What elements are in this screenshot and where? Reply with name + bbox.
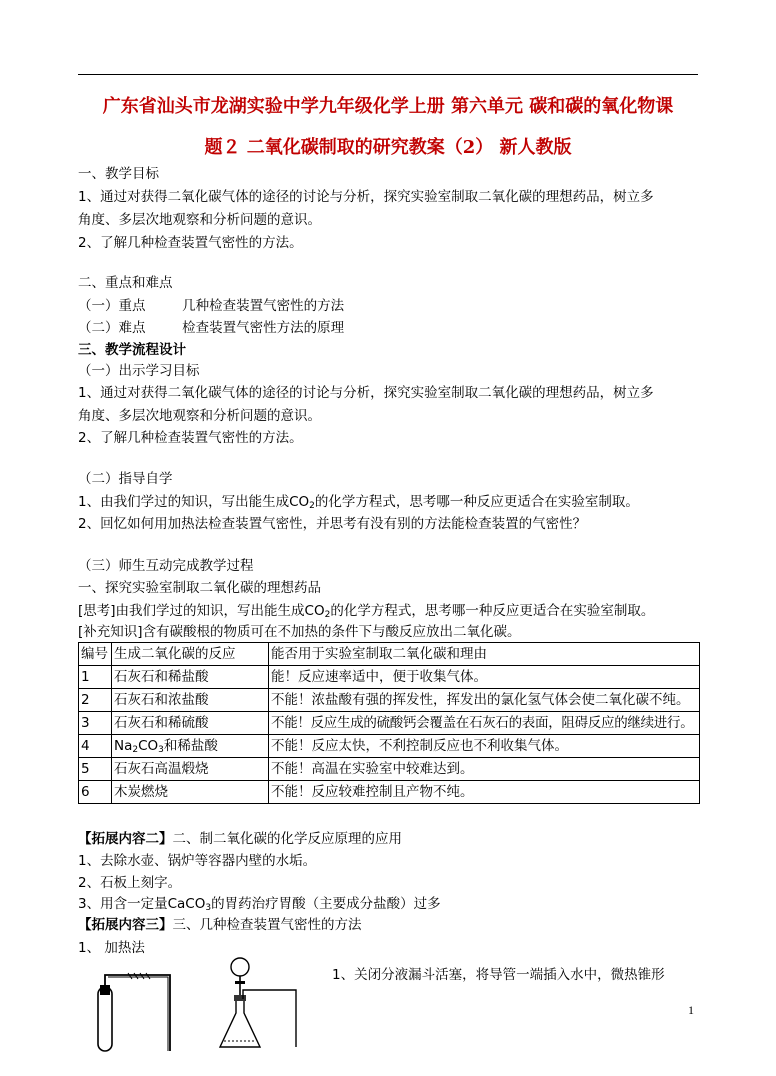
table-cell bbox=[112, 735, 269, 758]
table-row bbox=[79, 781, 700, 804]
table-row bbox=[79, 712, 700, 735]
table-cell: 石灰石和稀盐酸 bbox=[112, 666, 269, 689]
sub2-item2: 2、回忆如何用加热法检查装置气密性，并思考有没有别的方法能检查装置的气密性？ bbox=[78, 516, 587, 532]
table-cell: 石灰石和稀硫酸 bbox=[112, 712, 269, 735]
section3-heading: 三、教学流程设计 bbox=[78, 342, 186, 358]
table-row bbox=[79, 758, 700, 781]
sub1-item2: 2、了解几种检查装置气密性的方法。 bbox=[78, 430, 303, 446]
table-cell: 不能！反应较难控制且产物不纯。 bbox=[269, 781, 700, 804]
key-point-label: （一）重点 bbox=[78, 298, 146, 314]
section1-item1-line1: 1、通过对获得二氧化碳气体的途径的讨论与分析，探究实验室制取二氧化碳的理想药品，树立多 bbox=[78, 189, 654, 205]
table-cell: 不能！反应生成的硫酸钙会覆盖在石灰石的表面，阻碍反应的继续进行。 bbox=[269, 712, 700, 735]
table-row bbox=[79, 689, 700, 712]
sub1-item1-line2: 角度、多层次地观察和分析问题的意识。 bbox=[78, 408, 321, 424]
page-number: 1 bbox=[688, 1003, 694, 1017]
sub1-item1-line1: 1、通过对获得二氧化碳气体的途径的讨论与分析，探究实验室制取二氧化碳的理想药品，树立多 bbox=[78, 385, 654, 401]
table-cell: 4 bbox=[79, 735, 112, 758]
section1-item1-line2: 角度、多层次地观察和分析问题的意识。 bbox=[78, 212, 321, 228]
table-cell: 6 bbox=[79, 781, 112, 804]
table-cell: 1 bbox=[79, 666, 112, 689]
sub3-heading: （三）师生互动完成教学过程 bbox=[78, 558, 254, 574]
table-cell: 能！反应速率适中，便于收集气体。 bbox=[269, 666, 700, 689]
test-tube-apparatus-icon bbox=[88, 965, 188, 1055]
difficulty-label: （二）难点 bbox=[78, 320, 146, 336]
expand2-heading bbox=[78, 830, 402, 848]
sub2-item1-text-b: 的化学方程式，思考哪一种反应更适合在实验室制取。 bbox=[314, 494, 639, 510]
table-cell: 5 bbox=[79, 758, 112, 781]
think-line bbox=[78, 602, 654, 620]
caco3-subscript: 3 bbox=[205, 903, 212, 913]
flask-funnel-apparatus-icon bbox=[210, 955, 320, 1055]
table-header-row bbox=[79, 643, 700, 666]
doc-title-line1: 广东省汕头市龙湖实验中学九年级化学上册 第六单元 碳和碳的氧化物课 bbox=[102, 96, 674, 117]
sub2-item1-text-a: 1、由我们学过的知识，写出能生成CO bbox=[78, 494, 310, 510]
think-text-b: 的化学方程式，思考哪一种反应更适合在实验室制取。 bbox=[330, 603, 655, 619]
table-cell: 石灰石和浓盐酸 bbox=[112, 689, 269, 712]
expand3-item1: 1、 加热法 bbox=[78, 940, 145, 956]
figure-caption: 1、关闭分液漏斗活塞，将导管一端插入水中，微热锥形 bbox=[332, 967, 665, 983]
expand2-title: 二、制二氧化碳的化学反应原理的应用 bbox=[172, 831, 402, 847]
expand2-bracket: 【拓展内容二】 bbox=[78, 831, 173, 847]
table-header-cell: 生成二氧化碳的反应 bbox=[112, 643, 269, 666]
difficulty-row bbox=[78, 319, 344, 337]
supplement-line: [补充知识]含有碳酸根的物质可在不加热的条件下与酸反应放出二氧化碳。 bbox=[78, 624, 521, 640]
expand2-item1: 1、去除水壶、锅炉等容器内壁的水垢。 bbox=[78, 853, 317, 869]
section1-item2: 2、了解几种检查装置气密性的方法。 bbox=[78, 235, 303, 251]
table-cell: 石灰石高温煅烧 bbox=[112, 758, 269, 781]
section2-heading: 二、重点和难点 bbox=[78, 275, 173, 291]
key-point-text: 几种检查装置气密性的方法 bbox=[182, 298, 345, 314]
doc-title-line2: 题２ 二氧化碳制取的研究教案（2） 新人教版 bbox=[204, 137, 572, 158]
formula-sub: 3 bbox=[158, 745, 164, 755]
formula-na: Na bbox=[114, 738, 133, 754]
expand2-item3-text-b: 的胃药治疗胃酸（主要成分盐酸）过多 bbox=[211, 896, 441, 912]
expand3-heading bbox=[78, 916, 362, 934]
sub1-heading: （一）出示学习目标 bbox=[78, 363, 200, 379]
think-co2-subscript: 2 bbox=[324, 610, 331, 620]
table-cell: 不能！高温在实验室中较难达到。 bbox=[269, 758, 700, 781]
table-cell: 不能！浓盐酸有强的挥发性，挥发出的氯化氢气体会使二氧化碳不纯。 bbox=[269, 689, 700, 712]
table-header-cell: 能否用于实验室制取二氧化碳和理由 bbox=[269, 643, 700, 666]
key-point-row bbox=[78, 297, 344, 315]
expand2-item2: 2、石板上刻字。 bbox=[78, 875, 182, 891]
think-text-a: [思考]由我们学过的知识，写出能生成CO bbox=[78, 603, 325, 619]
table-cell: 木炭燃烧 bbox=[112, 781, 269, 804]
expand3-title: 三、几种检查装置气密性的方法 bbox=[172, 917, 362, 933]
sub2-item1 bbox=[78, 493, 639, 511]
table-cell-text: 和稀盐酸 bbox=[163, 738, 218, 754]
formula-sub: 2 bbox=[132, 745, 139, 755]
sub2-heading: （二）指导自学 bbox=[78, 471, 173, 487]
expand2-item3-text-a: 3、用含一定量CaCO bbox=[78, 896, 206, 912]
table-row bbox=[79, 735, 700, 758]
expand3-bracket: 【拓展内容三】 bbox=[78, 917, 173, 933]
expand2-item3 bbox=[78, 895, 441, 913]
co2-subscript: 2 bbox=[309, 501, 315, 511]
table-cell: 3 bbox=[79, 712, 112, 735]
reaction-table bbox=[78, 642, 700, 804]
table-header-cell: 编号 bbox=[79, 643, 112, 666]
section1-heading: 一、教学目标 bbox=[78, 166, 159, 182]
formula-co: CO bbox=[138, 738, 159, 754]
sub3-section-heading: 一、探究实验室制取二氧化碳的理想药品 bbox=[78, 580, 321, 596]
difficulty-text: 检查装置气密性方法的原理 bbox=[182, 320, 345, 336]
table-row bbox=[79, 666, 700, 689]
header-rule bbox=[78, 74, 698, 75]
table-cell: 2 bbox=[79, 689, 112, 712]
table-cell: 不能！反应太快，不利控制反应也不利收集气体。 bbox=[269, 735, 700, 758]
